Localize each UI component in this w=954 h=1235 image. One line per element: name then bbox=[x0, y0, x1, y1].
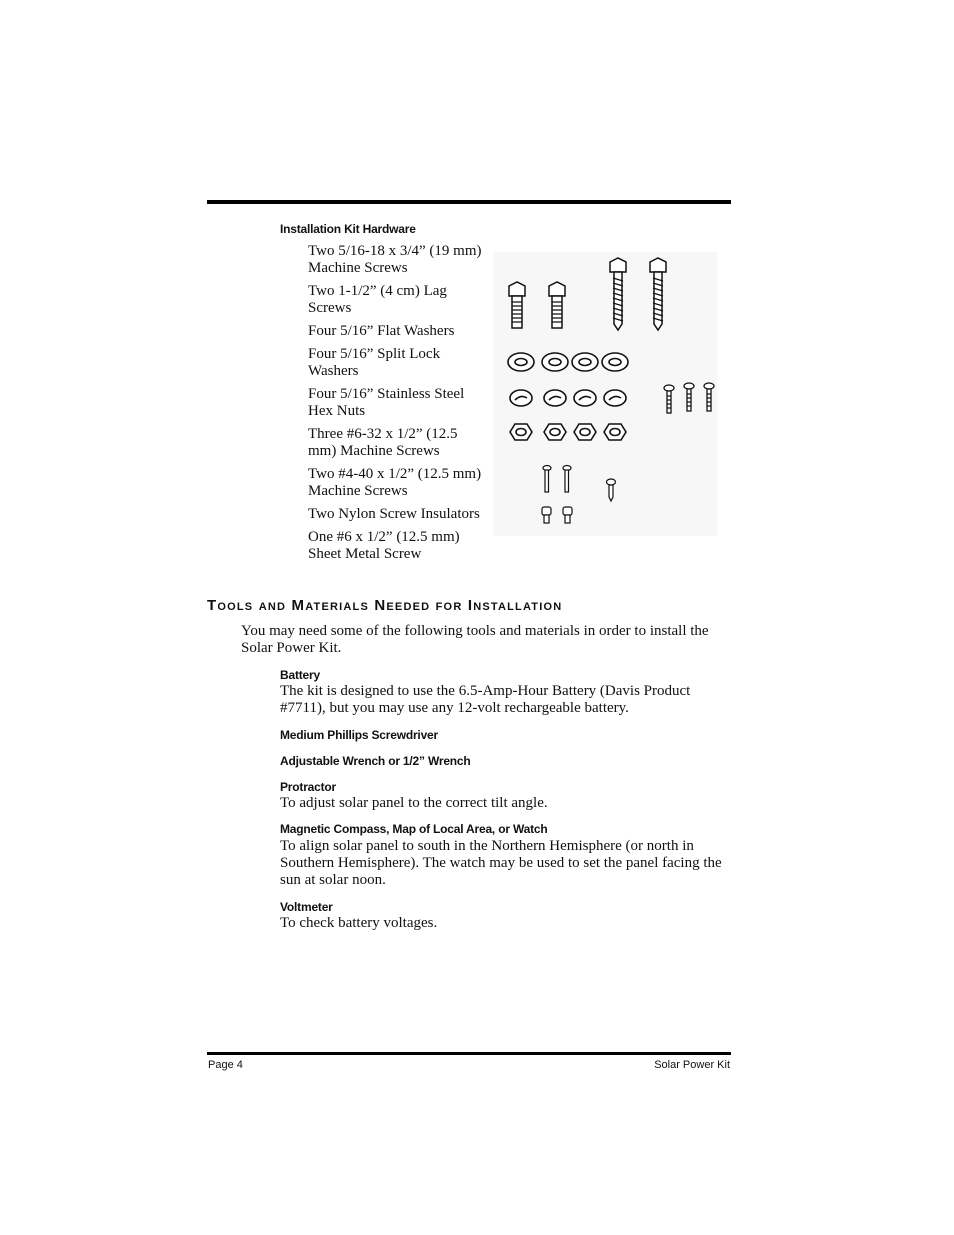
hardware-item: Two #4-40 x 1/2” (12.5 mm) Machine Screws bbox=[308, 466, 482, 499]
compass-text: To align solar panel to south in the Northern Hemisphere (or north in Southern Hemisphere). The watch may be used to set the panel facing the sun at solar noon. bbox=[280, 838, 722, 888]
hardware-item: Three #6-32 x 1/2” (12.5 mm) Machine Screws bbox=[308, 426, 458, 459]
protractor-heading: Protractor bbox=[280, 780, 337, 794]
hardware-item: One #6 x 1/2” (12.5 mm) Sheet Metal Screw bbox=[308, 529, 460, 562]
machine-screw-icon bbox=[509, 282, 525, 328]
hardware-item: Two 5/16-18 x 3/4” (19 mm) Machine Screws bbox=[308, 243, 482, 276]
footer-title: Solar Power Kit bbox=[654, 1059, 730, 1071]
machine-screw-icon bbox=[549, 282, 565, 328]
header-rule bbox=[207, 200, 731, 204]
hardware-list bbox=[308, 243, 483, 569]
footer-rule bbox=[207, 1052, 731, 1055]
protractor-text: To adjust solar panel to the correct tilt angle. bbox=[280, 795, 548, 811]
battery-text: The kit is designed to use the 6.5-Amp-Hour Battery (Davis Product #7711), but you may use any 12-volt rechargeable battery. bbox=[280, 683, 691, 716]
page-number: Page 4 bbox=[208, 1059, 243, 1071]
hardware-item: Two Nylon Screw Insulators bbox=[308, 506, 480, 522]
screwdriver-heading: Medium Phillips Screwdriver bbox=[280, 728, 438, 742]
hardware-heading: Installation Kit Hardware bbox=[280, 222, 416, 236]
compass-heading: Magnetic Compass, Map of Local Area, or Watch bbox=[280, 822, 548, 836]
battery-heading: Battery bbox=[280, 668, 320, 682]
hardware-illustration bbox=[493, 252, 717, 536]
section-heading: Tools and Materials Needed for Installation bbox=[207, 597, 563, 614]
small-machine-screw-icon bbox=[664, 383, 714, 413]
intro-paragraph: You may need some of the following tools and materials in order to install the Solar Power Kit. bbox=[241, 623, 709, 656]
hardware-item: Two 1-1/2” (4 cm) Lag Screws bbox=[308, 283, 447, 316]
hardware-item: Four 5/16” Stainless Steel Hex Nuts bbox=[308, 386, 465, 419]
hardware-item: Four 5/16” Flat Washers bbox=[308, 323, 455, 339]
wrench-heading: Adjustable Wrench or 1/2” Wrench bbox=[280, 754, 471, 768]
voltmeter-text: To check battery voltages. bbox=[280, 915, 438, 931]
voltmeter-heading: Voltmeter bbox=[280, 900, 333, 914]
hardware-item: Four 5/16” Split Lock Washers bbox=[308, 346, 441, 379]
